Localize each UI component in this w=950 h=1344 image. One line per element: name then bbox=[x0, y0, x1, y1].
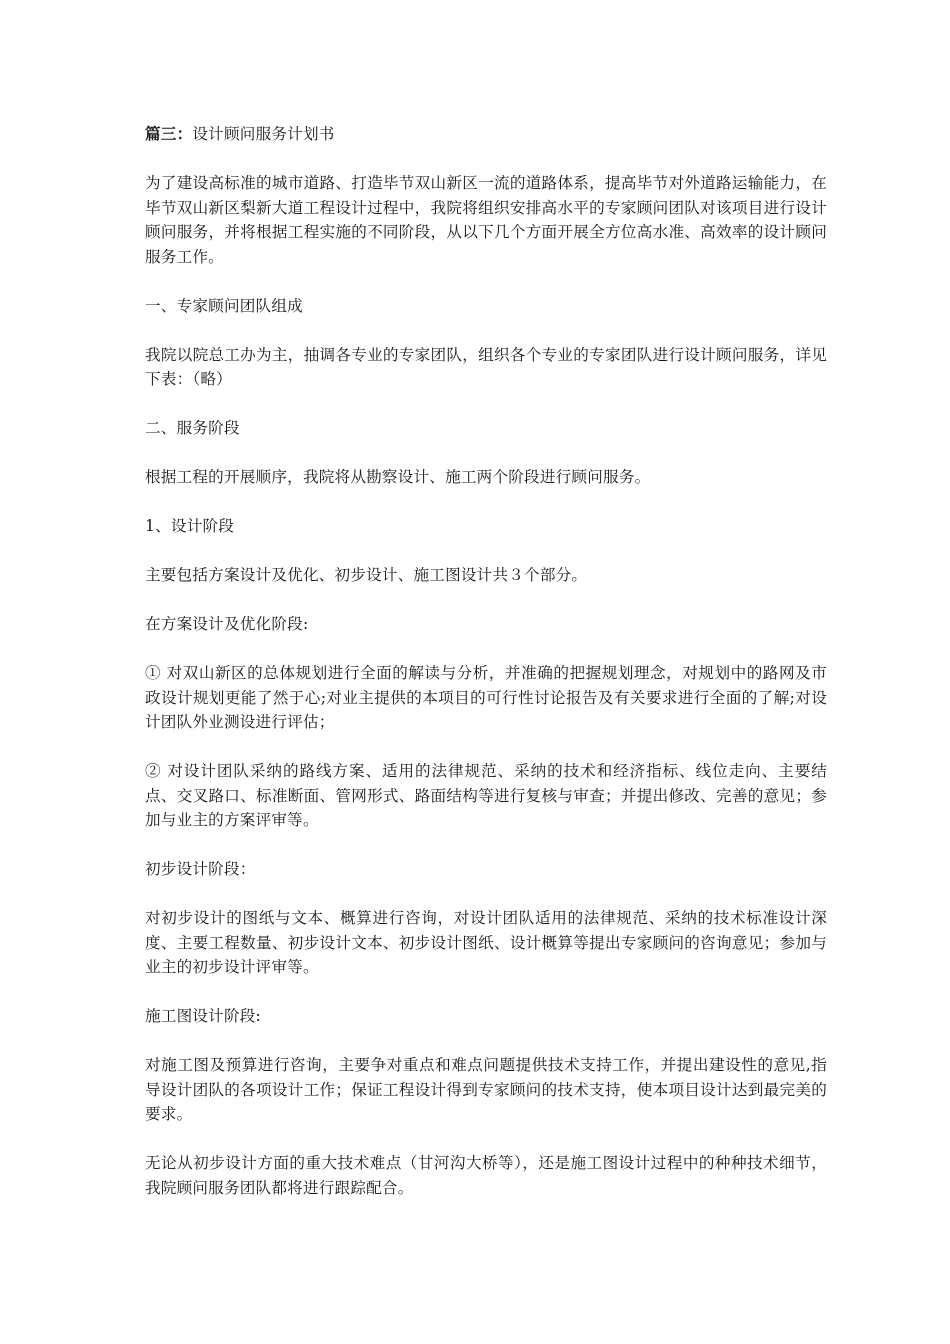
section-heading-stages: 二、服务阶段 bbox=[145, 419, 240, 437]
document-body bbox=[145, 122, 827, 1225]
paragraph-intro: 为了建设高标准的城市道路、打造毕节双山新区一流的道路体系，提高毕节对外道路运输能力，在毕节双山新区梨新大道工程设计过程中，我院将组织安排高水平的专家顾问团队对该项目进行设计顾问服务，并将根据工程实施的不同阶段，从以下几个方面开展全方位高水准、高效率的设计顾问服务工作。 bbox=[145, 174, 827, 266]
paragraph-team: 我院以院总工办为主，抽调各专业的专家团队，组织各个专业的专家团队进行设计顾问服务，详见下表：（略） bbox=[145, 345, 827, 388]
document-title bbox=[145, 122, 827, 147]
list-item-scheme-1: ① 对双山新区的总体规划进行全面的解读与分析，并准确的把握规划理念，对规划中的路网及市政设计规划更能了然于心;对业主提供的本项目的可行性讨论报告及有关要求进行全面的了解;对设计团队外业测设进行评估； bbox=[145, 664, 827, 731]
paragraph-conclusion: 无论从初步设计方面的重大技术难点（甘河沟大桥等），还是施工图设计过程中的种种技术细节，我院顾问服务团队都将进行跟踪配合。 bbox=[145, 1154, 827, 1197]
subsection-heading-design: 1、设计阶段 bbox=[145, 517, 235, 535]
subheading-scheme: 在方案设计及优化阶段: bbox=[145, 615, 309, 633]
section-heading-team: 一、专家顾问团队组成 bbox=[145, 296, 303, 315]
paragraph-design-parts: 主要包括方案设计及优化、初步设计、施工图设计共３个部分。 bbox=[145, 566, 588, 584]
title-text: 设计顾问服务计划书 bbox=[192, 125, 335, 143]
paragraph-stages: 根据工程的开展顺序，我院将从勘察设计、施工两个阶段进行顾问服务。 bbox=[145, 468, 651, 486]
paragraph-preliminary: 对初步设计的图纸与文本、概算进行咨询，对设计团队适用的法律规范、采纳的技术标准设计深度、主要工程数量、初步设计文本、初步设计图纸、设计概算等提出专家顾问的咨询意见；参加与业主的初步设计评审等。 bbox=[145, 909, 827, 976]
title-lead: 篇三： bbox=[145, 124, 193, 143]
subheading-construction-drawing: 施工图设计阶段: bbox=[145, 1007, 262, 1025]
subheading-preliminary: 初步设计阶段： bbox=[145, 860, 256, 878]
paragraph-construction-drawing: 对施工图及预算进行咨询，主要争对重点和难点问题提供技术支持工作，并提出建设性的意见,指导设计团队的各项设计工作；保证工程设计得到专家顾问的技术支持，使本项目设计达到最完美的要求。 bbox=[145, 1056, 827, 1123]
list-item-scheme-2: ② 对设计团队采纳的路线方案、适用的法律规范、采纳的技术和经济指标、线位走向、主要结点、交叉路口、标准断面、管网形式、路面结构等进行复核与审查；并提出修改、完善的意见；参加与业主的方案评审等。 bbox=[145, 762, 827, 829]
